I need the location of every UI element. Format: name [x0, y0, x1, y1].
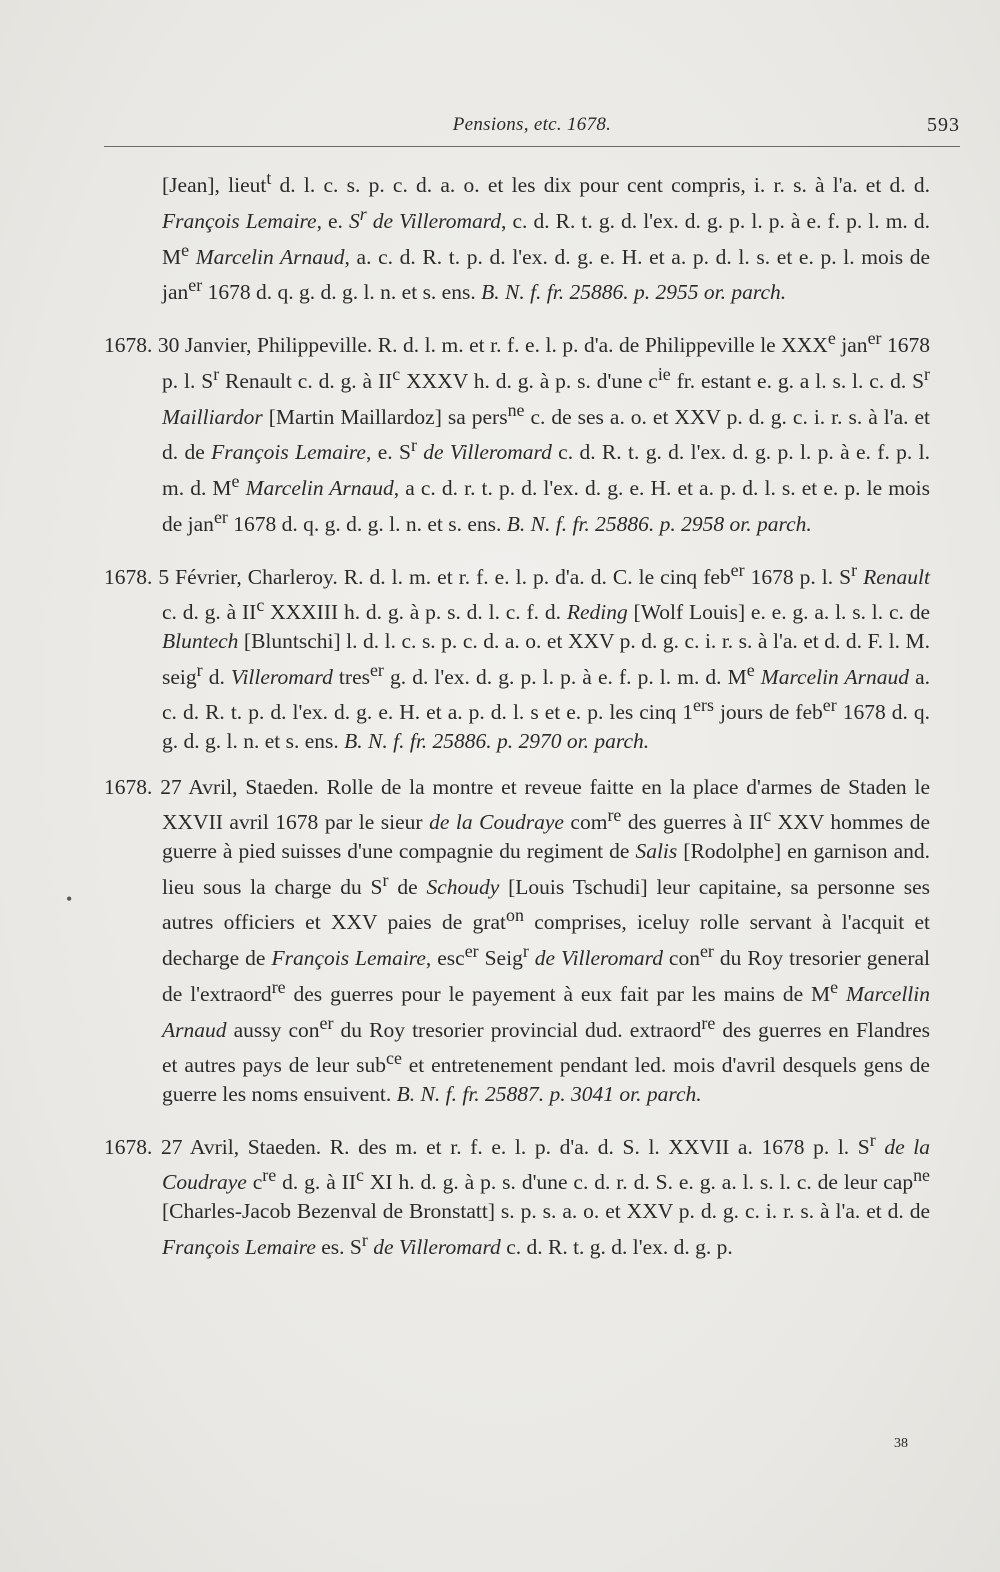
page-number: 593: [927, 114, 960, 136]
entry-continuation: [Jean], lieut$^t$ d. l. c. s. p. c. d. a. o. et les dix pour cent compris, i. r. s. à l'a. et d. d. François Lemaire, e. $S^r$ de Villeromard, c. d. R. t. g. d. l'ex. d. g. p. l. p. à e. f. p. l. m. d. Me Marcelin Arnaud, a. c. d. R. t. p. d. l'ex. d. g. e. H. et a. p. d. l. s. et e. p. l. mois de jan$^{er}$ 1678 d. q. g. d. g. l. n. et s. ens. B. N. f. fr. 25886. p. 2955 or. parch.: [162, 168, 931, 305]
page-header: [104, 108, 960, 138]
header-rule: [104, 146, 960, 147]
signature-mark: 38: [894, 1436, 908, 1451]
margin-mark: •: [66, 889, 73, 909]
entry-1678-04-27-revue: 1678. 27 Avril, Staeden. R. des m. et r. f. e. l. p. d'a. d. S. l. XXVII a. 1678 p. l. $S^r$ de la Coudraye $c^{re}$ d. g. à $II^c$ XI h. d. g. à p. s. d'une c. d. r. d. S. e. g. a. l. s. l. c. de leur cap$^{ne}$ [Charles-Jacob Bezenval de Bronstatt] s. p. s. a. o. et XXV p. d. g. c. i. r. s. à l'a. et d. de François Lemaire es. $S^r$ de Villeromard c. d. R. t. g. d. l'ex. d. g. p.: [104, 1129, 930, 1259]
entry-1678-02-05: 1678. 5 Février, Charleroy. R. d. l. m. et r. f. e. l. p. d'a. d. C. le cinq feb$^{er}$ 1678 p. l. $S^r$ Renault c. d. g. à $II^c$ XXXIII h. d. g. à p. s. d. l. c. f. d. Reding [Wolf Louis] e. e. g. a. l. s. l. c. de Bluntech [Bluntschi] l. d. l. c. s. p. c. d. a. o. et XXV p. d. g. c. i. r. s. à l'a. et d. d. F. l. M. seig$^r$ d. Villeromard tres$^{er}$ g. d. l'ex. d. g. p. l. p. à e. f. p. l. m. d. Me Marcelin Arnaud a. c. d. R. t. p. d. l'ex. d. g. e. H. et a. p. d. l. s et e. p. les cinq 1ers jours de feb$^{er}$ 1678 d. q. g. d. g. l. n. et s. ens. B. N. f. fr. 25886. p. 2970 or. parch.: [104, 559, 931, 754]
page-body: [104, 164, 930, 1279]
entry-1678-01-30: 1678. 30 Janvier, Philippeville. R. d. l. m. et r. f. e. l. p. d'a. de Philippeville le XXXe jan$^{er}$ 1678 p. l. $S^r$ Renault c. d. g. à $II^c$ XXXV h. d. g. à p. s. d'une $c^{ie}$ fr. estant e. g. a l. s. l. c. d. $S^r$ Mailliardor [Martin Maillardoz] sa pers$^{ne}$ c. de ses a. o. et XXV p. d. g. c. i. r. s. à l'a. et d. de François Lemaire, e. $S^r$ de Villeromard c. d. R. t. g. d. l'ex. d. g. p. l. p. à e. f. p. l. m. d. Me Marcelin Arnaud, a c. d. r. t. p. d. l'ex. d. g. e. H. et a. p. d. l. s. et e. p. le mois de jan$^{er}$ 1678 d. q. g. d. g. l. n. et s. ens. B. N. f. fr. 25886. p. 2958 or. parch.: [104, 328, 931, 536]
running-title: Pensions, etc. 1678.: [452, 114, 612, 135]
entry-1678-04-27-rolle: 1678. 27 Avril, Staeden. Rolle de la montre et reveue faitte en la place d'armes de Staden le XXVII avril 1678 par le sieur de la Coudraye com$^{re}$ des guerres à $II^c$ XXV hommes de guerre à pied suisses d'une compagnie du regiment de Salis [Rodolphe] en garnison and. lieu sous la charge du $S^r$ de Schoudy [Louis Tschudi] leur capitaine, sa personne ses autres officiers et XXV paies de grat$^{on}$ comprises, iceluy rolle servant à l'acquit et decharge de François Lemaire, esc$^{er}$ Seig$^r$ de Villeromard con$^{er}$ du Roy tresorier general de l'extraord$^{re}$ des guerres pour le payement à eux fait par les mains de Me Marcellin Arnaud aussy con$^{er}$ du Roy tresorier provincial dud. extraord$^{re}$ des guerres en Flandres et autres pays de leur sub$^{ce}$ et entretenement pendant led. mois d'avril desquels gens de guerre les noms ensuivent. B. N. f. fr. 25887. p. 3041 or. parch.: [104, 774, 931, 1107]
